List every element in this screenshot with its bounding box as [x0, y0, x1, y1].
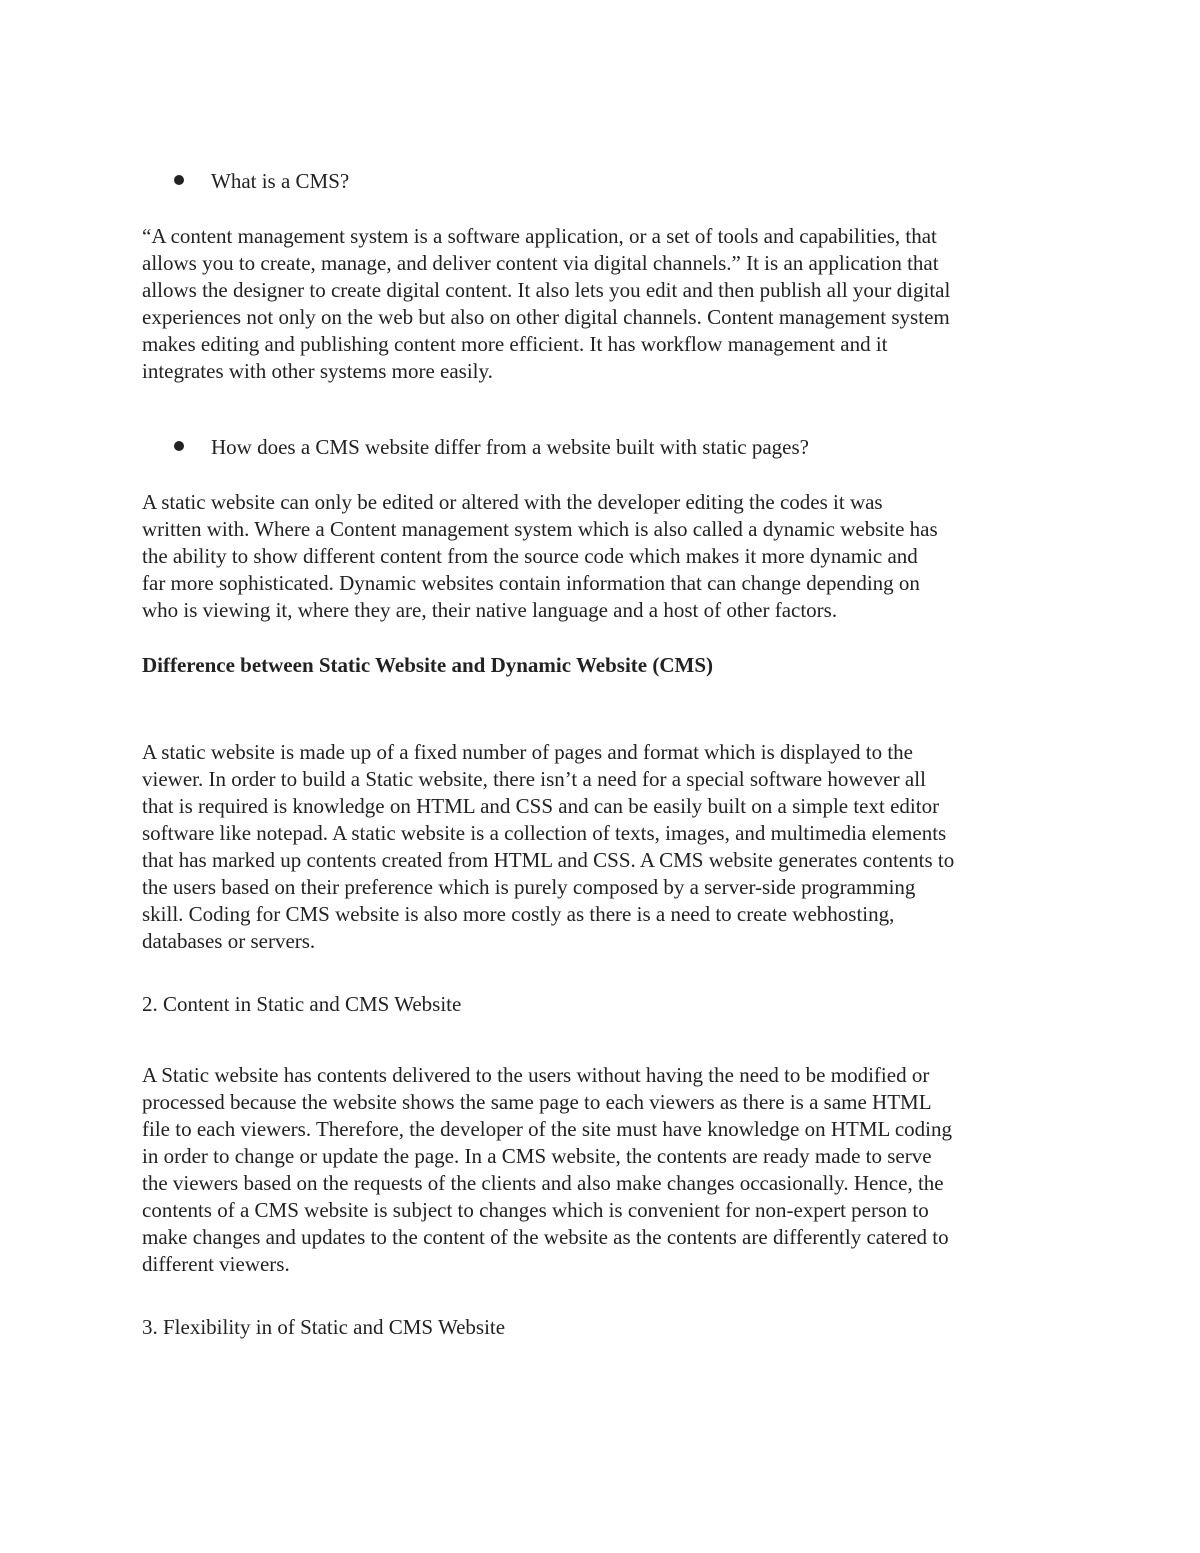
section-heading-difference: Difference between Static Website and Dynamic Website (CMS) [142, 653, 714, 677]
bullet-text: How does a CMS website differ from a website built with static pages? [211, 435, 809, 459]
paragraph-content-comparison: A Static website has contents delivered to the users without having the need to be modified or processed because the website shows the same page to each viewers as there is a same HTML file to each viewers. Therefore, the developer of the site must have knowledge on HTML coding in order to change or update the page. In a CMS website, the contents are ready made to serve the viewers based on the requests of the clients and also make changes occasionally. Hence, the contents of a CMS website is subject to changes which is convenient for non-expert person to make changes and updates to the content of the website as the contents are differently catered to different viewers. [142, 1063, 952, 1276]
subheading-content: 2. Content in Static and CMS Website [142, 992, 462, 1016]
bullet-dot-icon [174, 441, 184, 451]
paragraph-cms-definition: “A content management system is a software application, or a set of tools and capabilities, that allows you to create, manage, and deliver content via digital channels.” It is an application that allows the designer to create digital content. It also lets you edit and then publish all your digital experiences not only on the web but also on other digital channels. Content management system makes editing and publishing content more efficient. It has workflow management and it integrates with other systems more easily. [142, 224, 951, 383]
bullet-text: What is a CMS? [211, 169, 350, 193]
bullet-dot-icon [174, 175, 184, 185]
bullet-item-what-is-cms [174, 168, 1070, 195]
subheading-flexibility: 3. Flexibility in of Static and CMS Website [142, 1315, 506, 1339]
paragraph-static-definition: A static website is made up of a fixed number of pages and format which is displayed to the viewer. In order to build a Static website, there isn’t a need for a special software however all that is required is knowledge on HTML and CSS and can be easily built on a simple text editor software like notepad. A static website is a collection of texts, images, and multimedia elements that has marked up contents created from HTML and CSS. A CMS website generates contents to the users based on their preference which is purely composed by a server-side programming skill. Coding for CMS website is also more costly as there is a need to create webhosting, databases or servers. [142, 740, 955, 953]
bullet-item-cms-vs-static [174, 434, 1070, 461]
paragraph-static-vs-dynamic: A static website can only be edited or altered with the developer editing the codes it was written with. Where a Content management system which is also called a dynamic website has the ability to show different content from the source code which makes it more dynamic and far more sophisticated. Dynamic websites contain information that can change depending on who is viewing it, where they are, their native language and a host of other factors. [142, 490, 938, 622]
